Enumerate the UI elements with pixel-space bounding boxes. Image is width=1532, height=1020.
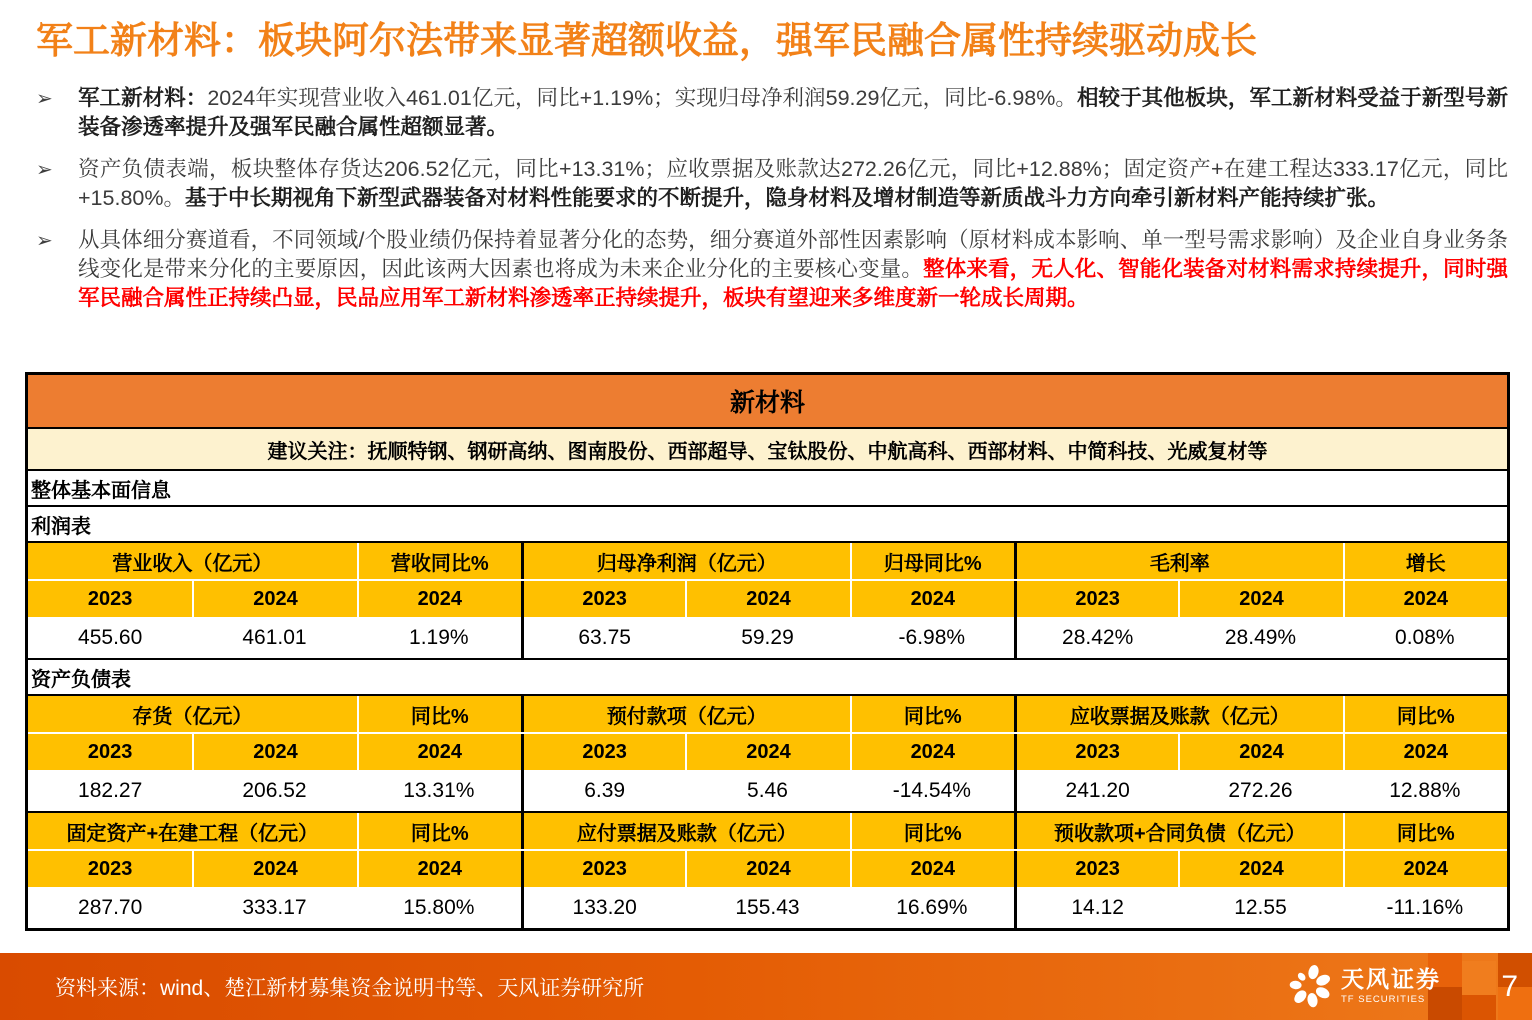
col-pct-label: 同比% (850, 696, 1014, 732)
value-cell: 1.19% (357, 617, 521, 658)
value-cell: 14.12 (1014, 887, 1178, 928)
bullet-emphasis-red: 整体来看，无人化、智能化装备对材料需求持续提升，同时强军民融合属性正持续凸显，民品应用军工新材料渗透率正持续提升，板块有望迎来多维度新一轮成长周期。 (78, 256, 1508, 310)
value-cell: 16.69% (850, 887, 1014, 928)
value-cell: 455.60 (28, 617, 192, 658)
col-group-label: 毛利率 (1014, 543, 1343, 579)
bullet-body: 2024年实现营业收入461.01亿元，同比+1.19%；实现归母净利润59.29亿元，同比-6.98%。 (207, 86, 1077, 110)
bullet-emphasis: 基于中长期视角下新型武器装备对材料性能要求的不断提升，隐身材料及增材制造等新质战斗力方向牵引新材料产能持续扩张。 (184, 185, 1389, 210)
brand-text (1341, 967, 1441, 1005)
income-header-row (28, 543, 1507, 579)
value-cell: 5.46 (685, 770, 849, 811)
bullet-text (78, 155, 1508, 212)
bullet-item (36, 226, 1508, 312)
balance1-value-row (28, 770, 1507, 811)
value-cell: 63.75 (521, 617, 685, 658)
year-header: 2024 (850, 581, 1014, 617)
value-cell: 206.52 (192, 770, 356, 811)
year-header: 2024 (1343, 581, 1507, 617)
section-balance-sheet: 资产负债表 (28, 660, 1507, 696)
bullet-text (78, 226, 1508, 312)
brand-name-en: TF SECURITIES (1341, 994, 1426, 1006)
col-group-label: 营业收入（亿元） (28, 543, 357, 579)
footer-bar (0, 953, 1532, 1020)
balance-band-2 (28, 813, 1507, 928)
value-cell: 0.08% (1343, 617, 1507, 658)
bullet-item (36, 84, 1508, 141)
value-cell: 461.01 (192, 617, 356, 658)
year-header: 2024 (1178, 581, 1342, 617)
value-cell: 28.49% (1178, 617, 1342, 658)
col-pct-label: 归母同比% (850, 543, 1014, 579)
section-income-statement: 利润表 (28, 507, 1507, 543)
year-header: 2024 (192, 581, 356, 617)
value-cell: 333.17 (192, 887, 356, 928)
value-cell: -14.54% (850, 770, 1014, 811)
year-header: 2023 (1014, 581, 1178, 617)
value-cell: 15.80% (357, 887, 521, 928)
bullet-emphasis: 相较于其他板块，军工新材料受益于新型号新装备渗透率提升及强军民融合属性超额显著。 (78, 86, 1508, 139)
value-cell: 133.20 (521, 887, 685, 928)
bullet-text (78, 84, 1508, 141)
col-group-label: 应付票据及账款（亿元） (521, 813, 850, 849)
year-header: 2024 (1343, 734, 1507, 770)
year-header: 2023 (521, 851, 685, 887)
balance-band-1 (28, 696, 1507, 813)
year-header: 2024 (1178, 734, 1342, 770)
value-cell: 287.70 (28, 887, 192, 928)
balance2-year-row (28, 849, 1507, 887)
year-header: 2023 (521, 581, 685, 617)
value-cell: 155.43 (685, 887, 849, 928)
value-cell: 6.39 (521, 770, 685, 811)
value-cell: 28.42% (1014, 617, 1178, 658)
income-value-row (28, 617, 1507, 658)
arrow-bullet-icon: ➢ (36, 88, 53, 110)
value-cell: 182.27 (28, 770, 192, 811)
balance1-year-row (28, 732, 1507, 770)
value-cell: 12.55 (1178, 887, 1342, 928)
page-number: 7 (1501, 969, 1518, 1003)
col-pct-label: 同比% (850, 813, 1014, 849)
value-cell: 12.88% (1343, 770, 1507, 811)
col-group-label: 预付款项（亿元） (521, 696, 850, 732)
income-band (28, 543, 1507, 660)
year-header: 2024 (1343, 851, 1507, 887)
mosaic-square (1462, 995, 1496, 1020)
tf-securities-logo (1287, 963, 1441, 1009)
balance1-header-row (28, 696, 1507, 732)
col-group-label: 存货（亿元） (28, 696, 357, 732)
col-pct-label: 同比% (357, 696, 521, 732)
value-cell: 241.20 (1014, 770, 1178, 811)
year-header: 2024 (192, 734, 356, 770)
year-header: 2024 (1178, 851, 1342, 887)
value-cell: 59.29 (685, 617, 849, 658)
year-header: 2024 (850, 734, 1014, 770)
year-header: 2024 (357, 581, 521, 617)
brand-name-cn: 天风证券 (1341, 965, 1441, 992)
page-title: 军工新材料：板块阿尔法带来显著超额收益，强军民融合属性持续驱动成长 (36, 20, 1257, 61)
value-cell: 272.26 (1178, 770, 1342, 811)
col-pct-label: 同比% (1343, 813, 1507, 849)
source-note: 资料来源：wind、楚江新材募集资金说明书等、天风证券研究所 (55, 976, 645, 1000)
col-group-label: 预收款项+合同负债（亿元） (1014, 813, 1343, 849)
col-group-label: 归母净利润（亿元） (521, 543, 850, 579)
bullet-item (36, 155, 1508, 212)
col-group-label: 应收票据及账款（亿元） (1014, 696, 1343, 732)
col-pct-label: 同比% (1343, 696, 1507, 732)
year-header: 2024 (192, 851, 356, 887)
year-header: 2024 (685, 734, 849, 770)
summary-bullets (36, 84, 1508, 326)
year-header: 2023 (28, 851, 192, 887)
fundamentals-table (25, 372, 1510, 931)
value-cell: 13.31% (357, 770, 521, 811)
col-pct-label: 营收同比% (357, 543, 521, 579)
year-header: 2023 (1014, 851, 1178, 887)
value-cell: -6.98% (850, 617, 1014, 658)
arrow-bullet-icon: ➢ (36, 159, 53, 182)
flower-icon (1287, 963, 1333, 1009)
year-header: 2024 (850, 851, 1014, 887)
col-pct-label: 增长 (1343, 543, 1507, 579)
income-year-row (28, 579, 1507, 617)
table-title: 新材料 (28, 375, 1507, 429)
bullet-body: 从具体细分赛道看，不同领域/个股业绩仍保持着显著分化的态势，细分赛道外部性因素影响（原材料成本影响、单一型号需求影响）及企业自身业务条线变化是带来分化的主要原因，因此该两大因素也将成为未来企业分化的主要核心变量。 (78, 228, 1508, 281)
year-header: 2023 (28, 581, 192, 617)
balance2-value-row (28, 887, 1507, 928)
col-pct-label: 同比% (357, 813, 521, 849)
mosaic-square (1462, 961, 1496, 995)
bullet-lead: 军工新材料： (78, 86, 208, 110)
balance2-header-row (28, 813, 1507, 849)
section-overall-info: 整体基本面信息 (28, 471, 1507, 507)
year-header: 2024 (685, 581, 849, 617)
value-cell: -11.16% (1343, 887, 1507, 928)
recommended-stocks-row: 建议关注：抚顺特钢、钢研高纳、图南股份、西部超导、宝钛股份、中航高科、西部材料、中简科技、光威复材等 (28, 429, 1507, 471)
year-header: 2024 (357, 851, 521, 887)
year-header: 2024 (685, 851, 849, 887)
year-header: 2023 (28, 734, 192, 770)
year-header: 2023 (1014, 734, 1178, 770)
year-header: 2023 (521, 734, 685, 770)
bullet-body: 资产负债表端，板块整体存货达206.52亿元，同比+13.31%；应收票据及账款达272.26亿元，同比+12.88%；固定资产+在建工程达333.17亿元，同比+15.80%。 (78, 157, 1508, 210)
year-header: 2024 (357, 734, 521, 770)
col-group-label: 固定资产+在建工程（亿元） (28, 813, 357, 849)
arrow-bullet-icon: ➢ (36, 230, 53, 253)
